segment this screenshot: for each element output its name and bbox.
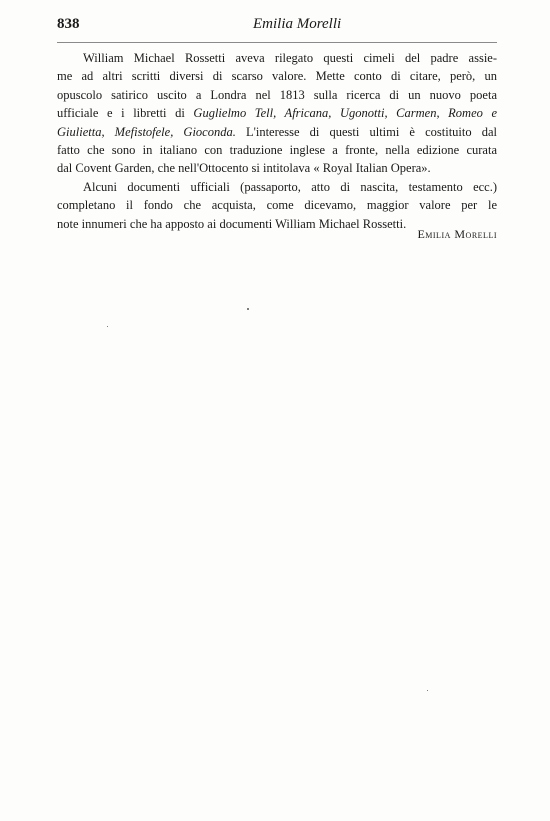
- page-header: [57, 16, 497, 38]
- scan-speck: [247, 308, 249, 310]
- text-line: dal Covent Garden, che nell'Ottocento si intitolava « Royal Italian Opera».: [57, 161, 431, 176]
- running-head: Emilia Morelli: [253, 16, 342, 32]
- author-signature: Emilia Morelli: [417, 227, 497, 241]
- opera-titles: Giulietta, Mefistofele, Gioconda.: [57, 124, 236, 139]
- text-line: opuscolo satirico uscito a Londra nel 1813 sulla ricerca di un nuovo poeta: [57, 87, 497, 102]
- text-line: completano il fondo che acquista, come dicevamo, maggior valore per le: [57, 198, 497, 213]
- paragraph-2: [57, 178, 497, 233]
- text-line: William Michael Rossetti aveva rilegato questi cimeli del padre assie-: [83, 51, 497, 65]
- page-number: 838: [57, 16, 80, 32]
- scan-speck: [427, 690, 428, 691]
- opera-titles: Guglielmo Tell, Africana, Ugonotti, Carmen, Romeo e: [193, 106, 498, 121]
- paragraph-1: [57, 49, 497, 178]
- text-line: Alcuni documenti ufficiali (passaporto, atto di nascita, testamento ecc.): [83, 179, 497, 194]
- text-fragment: L'interesse di questi ultimi è costituito dal: [235, 124, 497, 139]
- text-fragment: ufficiale e i libretti di: [57, 106, 194, 121]
- text-line: me ad altri scritti diversi di scarso valore. Mette conto di citare, però, un: [57, 69, 497, 84]
- text-line: [57, 123, 497, 141]
- body-text: [57, 49, 497, 233]
- text-line: [57, 104, 497, 122]
- header-rule: [57, 42, 497, 43]
- text-line: note innumeri che ha apposto ai documenti William Michael Rossetti.: [57, 216, 407, 231]
- text-line: fatto che sono in italiano con traduzione inglese a fronte, nella edizione curata: [57, 143, 497, 158]
- scan-speck: [107, 326, 108, 327]
